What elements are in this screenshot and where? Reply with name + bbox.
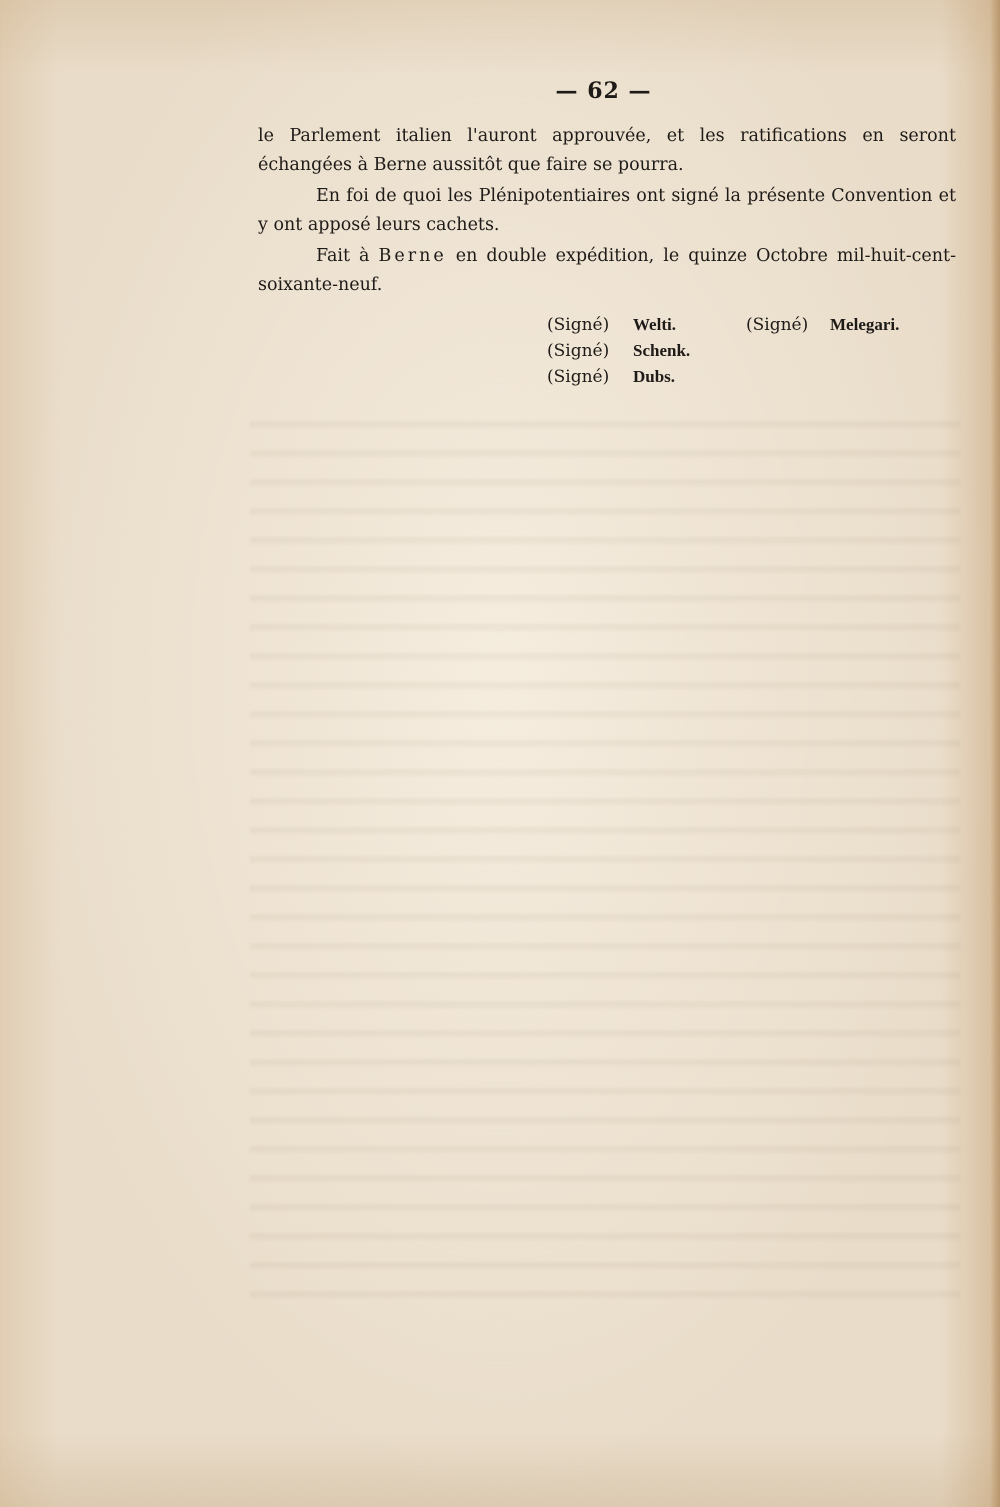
page-number: — 62 — [555,78,652,104]
signature-label: (Signé) [547,367,610,387]
signature-label: (Signé) [547,341,610,361]
signatory-name: Melegari. [830,315,900,334]
body-text [258,122,956,300]
closing-prefix: Fait à [316,246,379,266]
signature-label: (Signé) [746,315,809,335]
signatory-name: Dubs. [633,367,676,386]
paragraph-1: le Parlement italien l'auront approuvée, et les ratifications en seront échangées à Berne aussitôt que faire se pourra. [258,126,956,175]
paragraph-closing [258,242,956,300]
closing-rest: en double expédition, le quinze Octobre mil-huit-cent-soixante-neuf. [258,246,956,295]
signature-row [547,338,957,364]
page-edge-shadow [990,0,1000,1507]
signatory-name: Schenk. [633,341,691,360]
bleed-through-texture [250,400,960,1300]
signature-label: (Signé) [547,315,610,335]
paragraph-2: En foi de quoi les Plénipotentiaires ont signé la présente Convention et y ont apposé leurs cachets. [258,186,956,235]
closing-city: Berne [378,246,447,266]
signature-row [547,312,957,338]
signatory-name: Welti. [633,315,676,334]
signature-row [547,364,957,390]
signature-block [547,312,957,390]
